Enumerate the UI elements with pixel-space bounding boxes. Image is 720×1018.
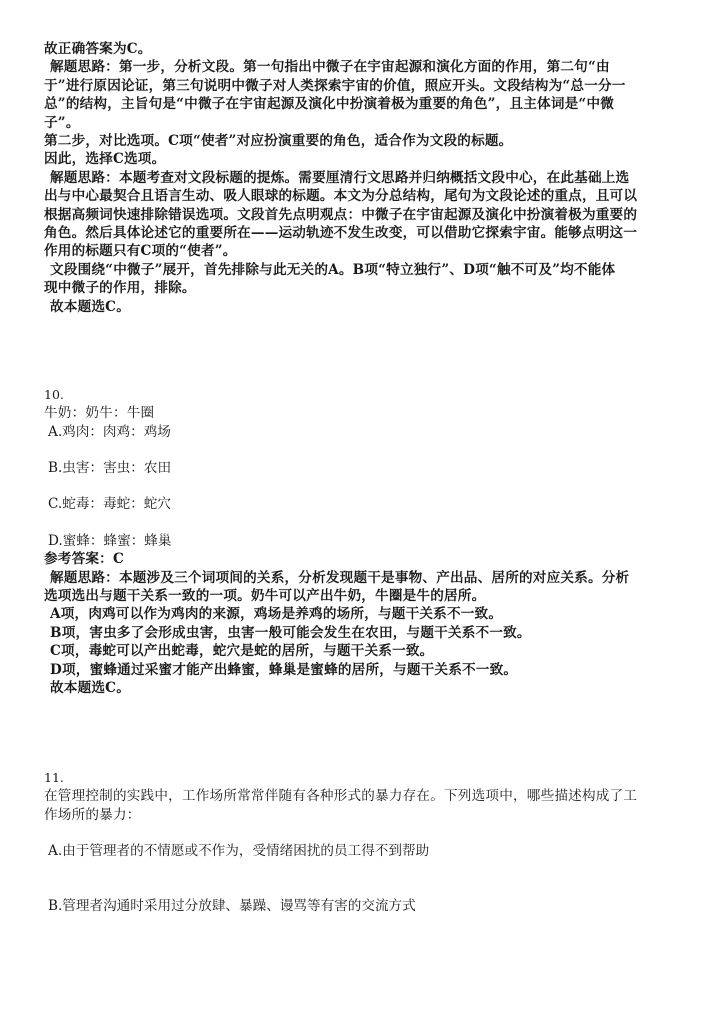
analysis-line: 解题思路：第一步，分析文段。第一句指出中微子在宇宙起源和演化方面的作用，第二句“由 [50, 59, 610, 76]
option-c: C.蛇毒：毒蛇：蛇穴 [48, 496, 171, 513]
explanation-b: B项，害虫多了会形成虫害，虫害一般可能会发生在农田，与题干关系不一致。 [50, 624, 531, 641]
analysis-line: 总”的结构，主旨句是“中微子在宇宙起源及演化中扮演着极为重要的角色”，且主体词是“中微 [44, 96, 615, 113]
final-answer-line: 故本题选C。 [50, 679, 130, 696]
question-number: 10. [44, 387, 64, 403]
analysis2-line: 角色。然后具体论述它的重要所在——运动轨迹不发生改变，可以借助它探索宇宙。能够点明这一 [44, 225, 638, 242]
option-b: B.虫害：害虫：农田 [48, 459, 172, 476]
question-stem: 在管理控制的实践中，工作场所常常伴随有各种形式的暴力存在。下列选项中，哪些描述构成了工 [44, 788, 638, 805]
spacer [44, 316, 676, 386]
explanation-a: A项，肉鸡可以作为鸡肉的来源，鸡场是养鸡的场所，与题干关系不一致。 [50, 606, 503, 623]
step2-line: 第二步，对比选项。C项“使者”对应扮演重要的角色，适合作为文段的标题。 [44, 133, 513, 150]
analysis-line: 子”。 [44, 114, 80, 131]
question-stem: 作场所的暴力： [44, 806, 141, 823]
answer-line: 故正确答案为C。 [44, 41, 152, 57]
analysis2-line: 出与中心最契合且语言生动、吸人眼球的标题。本文为分总结构，尾句为文段论述的重点，且可以 [44, 188, 638, 205]
exclude-line: 现中微子的作用，排除。 [44, 280, 196, 297]
option-a: A.由于管理者的不情愿或不作为，受情绪困扰的员工得不到帮助 [48, 843, 430, 860]
option-b: B.管理者沟通时采用过分放肆、暴躁、谩骂等有害的交流方式 [48, 897, 416, 914]
document-page [44, 40, 676, 915]
reference-answer: 参考答案：C [44, 551, 124, 568]
analysis2-line: 解题思路：本题考查对文段标题的提炼。需要厘清行文思路并归纳概括文段中心，在此基础上选 [50, 169, 630, 186]
exclude-line: 文段围绕“中微子”展开，首先排除与此无关的A。B项“特立独行”、D项“触不可及”均不能体 [50, 261, 616, 278]
explanation-c: C项，毒蛇可以产出蛇毒，蛇穴是蛇的居所，与题干关系一致。 [50, 643, 434, 660]
analysis2-line: 作用的标题只有C项的“使者”。 [44, 243, 237, 260]
question-number: 11. [44, 770, 64, 786]
conclusion-line: 因此，选择C选项。 [44, 151, 166, 168]
option-a: A.鸡肉：肉鸡：鸡场 [48, 423, 171, 440]
analysis-line: 于”进行原因论证，第三句说明中微子对人类探索宇宙的价值，照应开头。文段结构为“总一分一 [44, 77, 626, 94]
explanation-d: D项，蜜蜂通过采蜜才能产出蜂蜜，蜂巢是蜜蜂的居所，与题干关系不一致。 [50, 661, 518, 678]
spacer [44, 697, 676, 769]
final-answer-line: 故本题选C。 [50, 298, 130, 315]
analysis-line: 选项选出与题干关系一致的一项。奶牛可以产出牛奶，牛圈是牛的居所。 [44, 587, 486, 604]
question-stem: 牛奶：奶牛：牛圈 [44, 405, 155, 422]
option-d: D.蜜蜂：蜂蜜：蜂巢 [48, 532, 172, 549]
analysis2-line: 根据高频词快速排除错误选项。文段首先点明观点：中微子在宇宙起源及演化中扮演着极为重要的 [44, 206, 638, 223]
analysis-line: 解题思路：本题涉及三个词项间的关系，分析发现题干是事物、产出品、居所的对应关系。分析 [50, 569, 630, 586]
